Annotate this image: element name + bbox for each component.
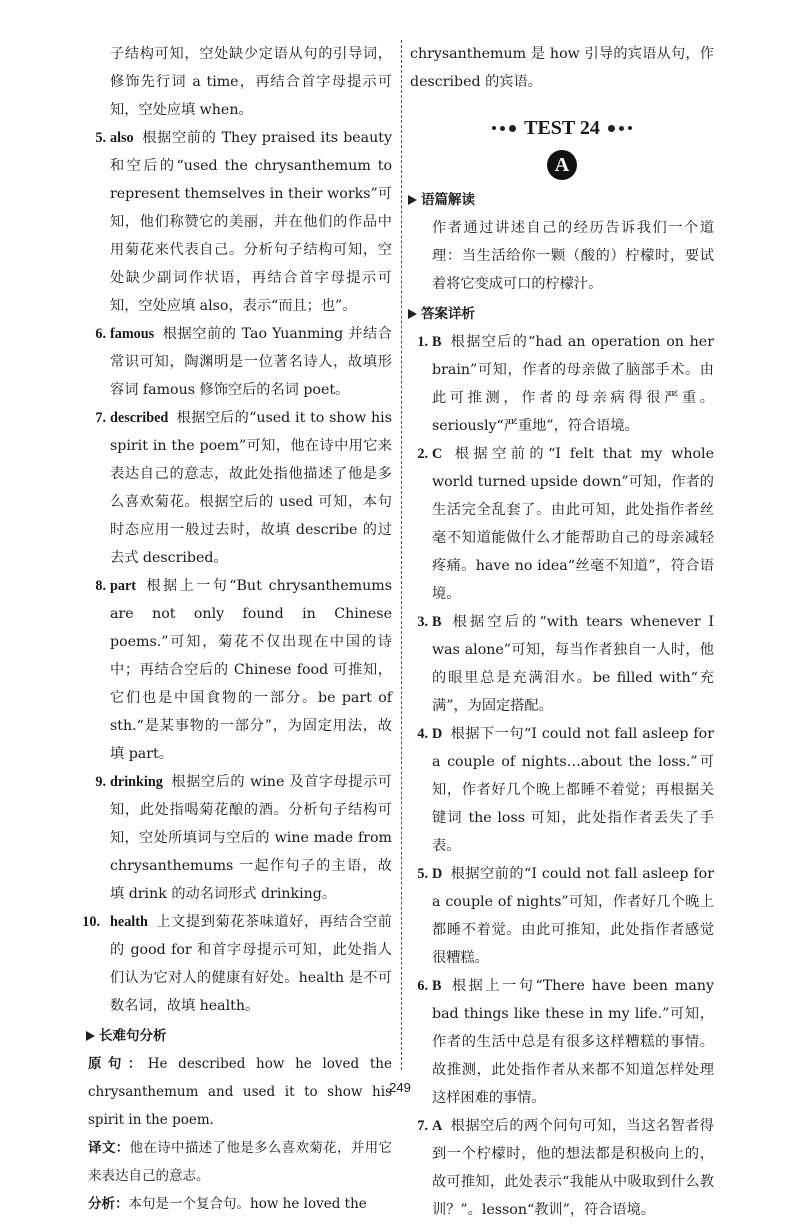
item-answer: D bbox=[432, 726, 443, 742]
item-explanation: 根据空前的 They praised its beauty 和空后的“used the chrysanthemum to represent themselves in their works”可知，他们称赞它的美丽，并在他们的作品中用菊花来代表自己。分析句子结构可知，空处缺少副词作状语，再结合首字母提示可知，空处应填 also，表示“而且；也”。 bbox=[110, 130, 392, 314]
answer-item-2 bbox=[410, 440, 714, 608]
triangle-marker-icon bbox=[408, 309, 417, 319]
continued-analysis: chrysanthemum 是 how 引导的宾语从句，作 described 的宾语。 bbox=[410, 46, 714, 90]
item-explanation: 根据空前的“I could not fall asleep for a couple of nights”可知，作者好几个晚上都睡不着觉。由此可推知，此处指作者感觉很糟糕。 bbox=[432, 866, 714, 966]
item-explanation: 根据上一句“There have been many bad things like these in my life.”可知，作者的生活中总是有很多这样糟糕的事情。故推测，此处指作者从来都不知道怎样处理这样困难的事情。 bbox=[432, 978, 714, 1106]
item-answer: B bbox=[432, 614, 442, 630]
test-title-text: TEST 24 bbox=[524, 117, 600, 139]
item-answer: health bbox=[110, 914, 148, 930]
long-sentence-heading: 长难句分析 bbox=[86, 1022, 392, 1050]
item-answer: part bbox=[110, 578, 137, 594]
answer-item-5 bbox=[410, 860, 714, 972]
item-explanation: 根据上一句“But chrysanthemums are not only found in Chinese poems.”可知，菊花不仅出现在中国的诗中；再结合空后的 Chinese food 可推知，它们也是中国食物的一部分。be part of sth.“是某事物的一部分”，为固定用法，故填 part。 bbox=[110, 578, 392, 762]
answer-item-5 bbox=[88, 124, 392, 320]
answer-item-6 bbox=[88, 320, 392, 404]
answer-item-8 bbox=[88, 572, 392, 768]
answers-heading: 答案详析 bbox=[408, 300, 714, 328]
item-answer: drinking bbox=[110, 774, 163, 790]
analysis: 分析：本句是一个复合句。how he loved the bbox=[88, 1196, 367, 1212]
passage-heading: 语篇解读 bbox=[408, 186, 714, 214]
answer-item-3 bbox=[410, 608, 714, 720]
answer-item-4 bbox=[410, 720, 714, 860]
item-answer: D bbox=[432, 866, 443, 882]
triangle-marker-icon bbox=[86, 1031, 95, 1041]
answer-item-7 bbox=[88, 404, 392, 572]
item-explanation: 上文提到菊花茶味道好，再结合空前的 good for 和首字母提示可知，此处指人们认为它对人的健康有好处。health 是不可数名词，故填 health。 bbox=[110, 914, 392, 1014]
item-answer: B bbox=[432, 978, 442, 994]
answer-item-1 bbox=[410, 328, 714, 440]
item-answer: A bbox=[432, 1118, 443, 1134]
column-divider bbox=[401, 40, 402, 1070]
item-number: 2. bbox=[417, 446, 428, 462]
item-explanation: 根据空前的“I felt that my whole world turned upside down”可知，作者的生活完全乱套了。由此可知，此处指作者丝毫不知道能做什么才能帮助自己的母亲减轻疼痛。have no idea“丝毫不知道”，符合语境。 bbox=[432, 446, 714, 602]
answer-item-10 bbox=[82, 908, 392, 1020]
item-number: 9. bbox=[95, 774, 106, 790]
item-explanation: 根据空后的“used it to show his spirit in the poem”可知，他在诗中用它来表达自己的意志，故此处指他描述了他是多么喜欢菊花。根据空后的 used 可知，本句时态应用一般过去时，故填 describe 的过去式 described。 bbox=[110, 410, 392, 566]
item-explanation: 根据空后的“with tears whenever I was alone”可知，每当作者独自一人时，他的眼里总是充满泪水。be filled with“充满”，为固定搭配。 bbox=[432, 614, 714, 714]
item-explanation: 根据空后的 wine 及首字母提示可知，此处指喝菊花酿的酒。分析句子结构可知，空处所填词与空后的 wine made from chrysanthemums 一起作句子的主语，故填 drink 的动名词形式 drinking。 bbox=[110, 774, 392, 902]
test-title bbox=[410, 114, 714, 142]
item-number: 8. bbox=[95, 578, 106, 594]
right-dots-icon bbox=[608, 125, 632, 132]
item-number: 1. bbox=[417, 334, 428, 350]
item-explanation: 根据空后的“had an operation on her brain”可知，作者的母亲做了脑部手术。由此可推测，作者的母亲病得很严重。seriously“严重地”，符合语境。 bbox=[432, 334, 714, 434]
translation: 译文：他在诗中描述了他是多么喜欢菊花，并用它来表达自己的意志。 bbox=[88, 1140, 392, 1184]
continued-explanation: 子结构可知，空处缺少定语从句的引导词，修饰先行词 a time，再结合首字母提示可知，空处应填 when。 bbox=[110, 46, 392, 118]
left-dots-icon bbox=[492, 125, 516, 132]
item-answer: described bbox=[110, 410, 169, 426]
section-badge: A bbox=[547, 150, 577, 180]
answer-item-9 bbox=[88, 768, 392, 908]
item-number: 7. bbox=[417, 1118, 428, 1134]
passage-summary: 作者通过讲述自己的经历告诉我们一个道理：当生活给你一颗（酸的）柠檬时，要试着将它变成可口的柠檬汁。 bbox=[432, 220, 714, 292]
item-answer: C bbox=[432, 446, 443, 462]
item-answer: B bbox=[432, 334, 442, 350]
answer-item-7 bbox=[410, 1112, 714, 1224]
item-number: 5. bbox=[417, 866, 428, 882]
item-explanation: 根据下一句“I could not fall asleep for a couple of nights…about the loss.”可知，作者好几个晚上都睡不着觉；再根据关键词 the loss 可知，此处指作者丢失了手表。 bbox=[432, 726, 714, 854]
item-number: 6. bbox=[95, 326, 106, 342]
page-number: 249 bbox=[389, 1080, 411, 1095]
left-column bbox=[82, 40, 392, 1218]
item-number: 10. bbox=[82, 914, 100, 930]
item-number: 7. bbox=[95, 410, 106, 426]
item-number: 5. bbox=[95, 130, 106, 146]
item-number: 3. bbox=[417, 614, 428, 630]
item-number: 4. bbox=[417, 726, 428, 742]
item-answer: also bbox=[110, 130, 134, 146]
item-answer: famous bbox=[110, 326, 155, 342]
item-number: 6. bbox=[417, 978, 428, 994]
item-explanation: 根据空后的两个问句可知，当这名智者得到一个柠檬时，他的想法都是积极向上的，故可推知，此处表示“我能从中吸取到什么教训？”。lesson“教训”，符合语境。 bbox=[432, 1118, 714, 1218]
original-sentence: 原句：He described how he loved the chrysanthemum and used it to show his spirit in the poem. bbox=[88, 1056, 392, 1128]
item-explanation: 根据空前的 Tao Yuanming 并结合常识可知，陶渊明是一位著名诗人，故填形容词 famous 修饰空后的名词 poet。 bbox=[110, 326, 392, 398]
triangle-marker-icon bbox=[408, 195, 417, 205]
right-column bbox=[410, 40, 714, 1224]
